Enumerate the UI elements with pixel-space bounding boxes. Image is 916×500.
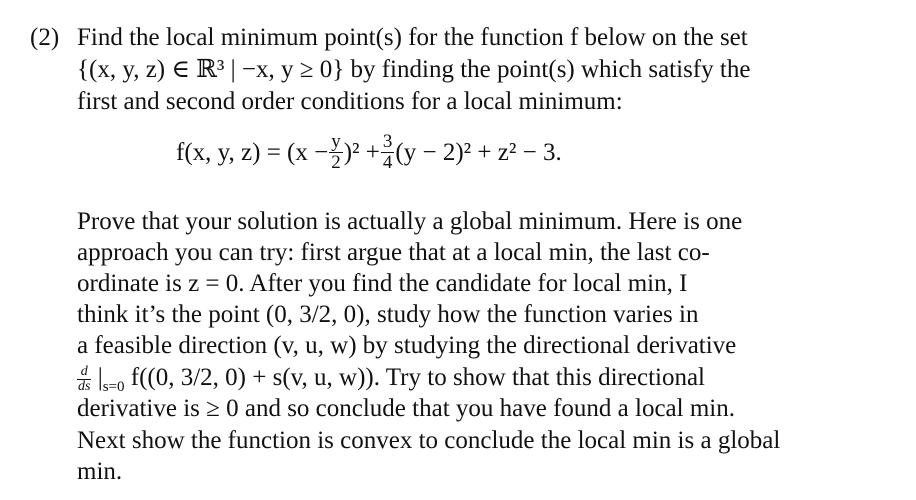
derivative-denominator: ds <box>78 378 91 394</box>
evaluation-bar: | <box>91 364 103 391</box>
body-line-5: a feasible direction (v, u, w) by studying the directional derivative <box>77 332 737 359</box>
body-line-7: derivative is ≥ 0 and so conclude that you have found a local min. <box>77 395 735 422</box>
body-line-4: think it’s the point (0, 3/2, 0), study how the function varies in <box>77 301 699 328</box>
evaluation-subscript: s=0 <box>102 379 125 395</box>
derivative-operator <box>77 365 91 394</box>
intro-line-1: Find the local minimum point(s) for the function f below on the set <box>77 24 748 51</box>
intro-line-3: first and second order conditions for a local minimum: <box>77 88 623 115</box>
body-line-8: Next show the function is convex to conclude the local min is a global <box>77 427 781 454</box>
formula-rhs: (y − 2)² + z² − 3. <box>395 139 562 166</box>
body-line-2: approach you can try: first argue that at a local min, the last co- <box>77 239 710 266</box>
derivative-numerator: d <box>77 365 91 380</box>
formula-lhs: f(x, y, z) = (x − <box>176 139 329 166</box>
problem-number: (2) <box>30 24 60 51</box>
body-line-6-text: f((0, 3/2, 0) + s(v, u, w)). Try to show that this directional <box>130 364 705 391</box>
body-line-3: ordinate is z = 0. After you find the candidate for local min, I <box>77 270 688 297</box>
intro-line-2: {(x, y, z) ∈ ℝ³ | −x, y ≥ 0} by finding the point(s) which satisfy the <box>77 56 751 83</box>
body-line-9: min. <box>77 458 123 485</box>
formula-mid: )² + <box>343 139 380 166</box>
function-formula <box>176 132 562 192</box>
fraction-3-over-4 <box>381 132 395 173</box>
fraction-y-over-2 <box>329 132 343 173</box>
body-line-1: Prove that your solution is actually a global minimum. Here is one <box>77 208 743 235</box>
fraction-denominator: 4 <box>382 152 393 173</box>
fraction-numerator: 3 <box>382 131 393 152</box>
fraction-numerator: y <box>331 131 341 152</box>
fraction-denominator: 2 <box>331 152 341 173</box>
